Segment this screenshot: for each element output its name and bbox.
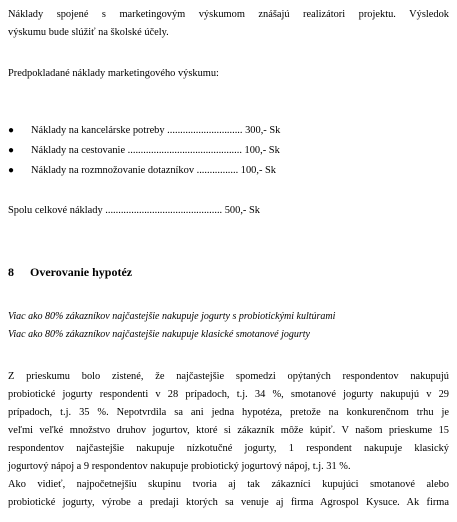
hypothesis-line: Viac ako 80% zákazníkov najčastejšie nakupuje jogurty s probiotickými kultúrami — [8, 311, 336, 322]
body-line: prípadoch, t.j. 35 %. Nepotvrdila sa ani jedna hypotéza, pretože na konkurenčnom trhu je — [8, 407, 449, 418]
body-line: probiotické jogurty, výrobe a predaji ktorých sa venuje aj firma Agrospol Kysuce. Ak firma — [8, 497, 449, 508]
section-title: Overovanie hypotéz — [30, 265, 133, 279]
planned-costs-label: Predpokladané náklady marketingového výskumu: — [8, 68, 219, 79]
cost-item-text: Náklady na rozmnožovanie dotazníkov ................ 100,- Sk — [31, 165, 276, 176]
body-line: Ako vidieť, najpočetnejšiu skupinu tvoria aj tak zákazníci kupujúci smotanové alebo — [8, 479, 449, 490]
body-paragraph — [8, 368, 449, 512]
body-line: veľmi veľké množstvo druhov jogurtov, ktoré si zákazník môže kúpiť. V našom prieskume 15 — [8, 425, 449, 436]
intro-line: Náklady spojené s marketingovým výskumom znášajú realizátori projektu. Výsledok — [8, 9, 449, 20]
section-number: 8 — [8, 265, 14, 279]
hypotheses — [8, 308, 449, 344]
cost-item-text: Náklady na kancelárske potreby ............................. 300,- Sk — [31, 125, 281, 136]
cost-item-text: Náklady na cestovanie ............................................ 100,- Sk — [31, 145, 280, 156]
body-line: respondentov najčastejšie nakupuje nízkotučné jogurty, 1 respondent nakupuje klasický — [8, 443, 449, 454]
bullet-icon: ● — [8, 125, 15, 136]
hypothesis-line: Viac ako 80% zákazníkov najčastejšie nakupuje klasické smotanové jogurty — [8, 329, 310, 340]
bullet-icon: ● — [8, 165, 15, 176]
body-line: jogurtový nápoj a 9 respondentov nakupuje probiotický jogurtový nápoj, t.j. 31 %. — [8, 461, 351, 472]
total-costs-line: Spolu celkové náklady ............................................. 500,- Sk — [8, 205, 260, 216]
intro-paragraph — [8, 6, 449, 42]
intro-line: výskumu bude slúžiť na školské účely. — [8, 27, 169, 38]
section-heading — [8, 263, 132, 281]
bullet-icon: ● — [8, 145, 15, 156]
body-line: probiotické jogurty respondenti v 28 prípadoch, t.j. 34 %, smotanové jogurty nakupujú v 29 — [8, 389, 449, 400]
body-line: Z prieskumu bolo zistené, že najčastejšie spomedzi opýtaných respondentov nakupujú — [8, 371, 449, 382]
